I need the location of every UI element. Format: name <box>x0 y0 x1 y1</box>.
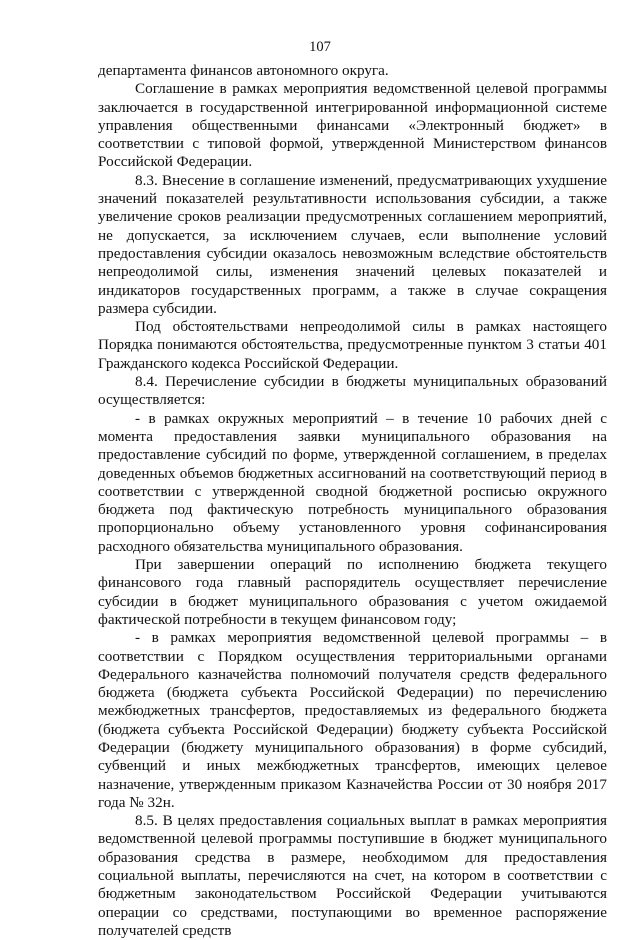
paragraph-force-majeure: Под обстоятельствами непреодолимой силы в рамках настоящего Порядка понимаются обстоятельства, предусмотренные пунктом 3 статьи 401 Гражданского кодекса Российской Федерации. <box>98 318 607 372</box>
paragraph-departmental-program: - в рамках мероприятия ведомственной целевой программы – в соответствии с Порядком осуществления территориальными органами Федерального казначейства полномочий получателя средств федерального бюджета (бюджета субъекта Российской Федерации) по перечислению межбюджетных трансфертов, предоставляемых из федерального бюджета (бюджета субъекта Российской Федерации) бюджету субъекта Российской Федерации (бюджету муниципального образования) в форме субсидий, субвенций и иных межбюджетных трансфертов, имеющих целевое назначение, утвержденным приказом Казначейства России от 30 ноября 2017 года № 32н. <box>98 629 607 811</box>
paragraph-fiscal-year-end: При завершении операций по исполнению бюджета текущего финансового года главный распорядитель осуществляет перечисление субсидии в бюджет муниципального образования с учетом ожидаемой фактической потребности в текущем финансовом году; <box>98 556 607 628</box>
paragraph-continuation: департамента финансов автономного округа. <box>98 62 389 79</box>
page-number: 107 <box>309 39 331 55</box>
paragraph-8-5: 8.5. В целях предоставления социальных выплат в рамках мероприятия ведомственной целевой программы поступившие в бюджет муниципального образования средства в размере, необходимом для предоставления социальной выплаты, перечисляются на счет, на котором в соответствии с бюджетным законодательством Российской Федерации учитываются операции со средствами, поступающими во временное распоряжение получателей средств <box>98 812 607 939</box>
paragraph-8-3: 8.3. Внесение в соглашение изменений, предусматривающих ухудшение значений показателей результативности использования субсидии, а также увеличение сроков реализации предусмотренных соглашением мероприятий, не допускается, за исключением случаев, если выполнение условий предоставления субсидии оказалось невозможным вследствие обстоятельств непреодолимой силы, изменения значений целевых показателей и индикаторов государственных программ, а также в случае сокращения размера субсидии. <box>98 171 607 317</box>
paragraph-8-4: 8.4. Перечисление субсидии в бюджеты муниципальных образований осуществляется: <box>98 373 607 409</box>
paragraph-district-events: - в рамках окружных мероприятий – в течение 10 рабочих дней с момента предоставления заявки муниципального образования на предоставление субсидий по форме, утвержденной соглашением, в пределах доведенных объемов бюджетных ассигнований на соответствующий период в соответствии с утвержденной сводной бюджетной росписью окружного бюджета под фактическую потребность муниципального образования пропорционально объему установленного уровня софинансирования расходного обязательства муниципального образования. <box>98 409 607 555</box>
paragraph-agreement: Соглашение в рамках мероприятия ведомственной целевой программы заключается в государственной интегрированной информационной системе управления общественными финансами «Электронный бюджет» в соответствии с типовой формой, утвержденной Министерством финансов Российской Федерации. <box>98 80 607 171</box>
document-body <box>98 62 607 940</box>
